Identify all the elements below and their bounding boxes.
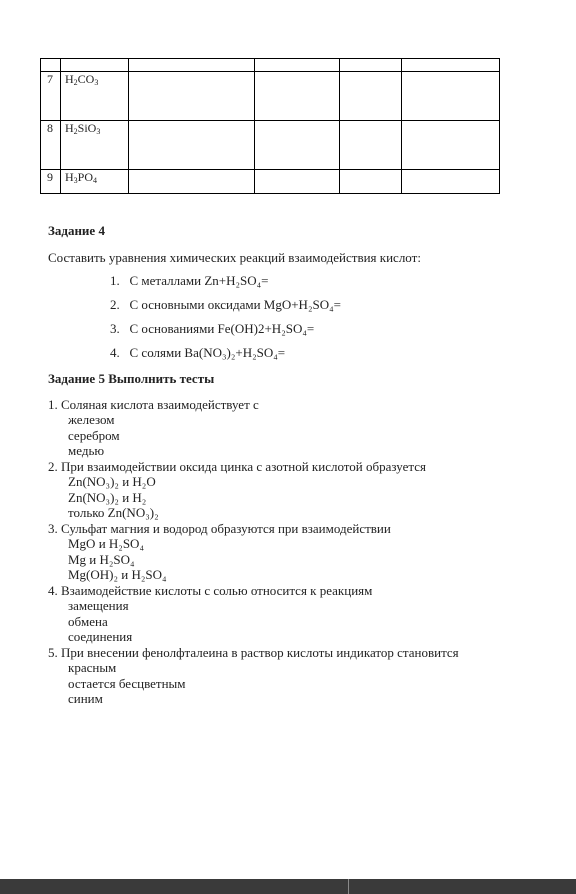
question-1: 1. Соляная кислота взаимодействует с	[48, 397, 259, 412]
option: MgO и H₂SO₄	[68, 536, 144, 551]
option: Zn(NO₃)₂ и H₂	[68, 490, 147, 505]
option: серебром	[68, 428, 120, 443]
task4-item: 3. С основаниями Fe(OH)2+H₂SO₄=	[110, 321, 315, 336]
bottom-toolbar	[0, 879, 576, 894]
task4-item: 4. С солями Ba(NO₃)₂+H₂SO₄=	[110, 345, 286, 360]
toolbar-divider	[348, 879, 349, 894]
task4-item: 2. С основными оксидами MgO+H₂SO₄=	[110, 297, 341, 312]
option: красным	[68, 660, 117, 675]
row-number: 9	[41, 170, 61, 194]
table-row	[41, 170, 500, 194]
task5-title: Задание 5 Выполнить тесты	[48, 371, 215, 386]
question-4: 4. Взаимодействие кислоты с солью относится к реакциям	[48, 583, 373, 598]
task4-item: 1. С металлами Zn+H₂SO₄=	[110, 273, 269, 288]
task4-instruction: Составить уравнения химических реакций взаимодействия кислот:	[48, 250, 421, 265]
row-number: 7	[41, 72, 61, 121]
row-number: 8	[41, 121, 61, 170]
option: обмена	[68, 614, 108, 629]
option: Mg и H₂SO₄	[68, 552, 135, 567]
table-row	[41, 121, 500, 170]
option: медью	[68, 443, 105, 458]
option: замещения	[68, 598, 129, 613]
acids-table	[40, 58, 500, 194]
acid-formula: $H_3PO_4$	[61, 170, 129, 194]
table-header-row	[41, 59, 500, 72]
option: остается бесцветным	[68, 676, 186, 691]
option: железом	[68, 412, 115, 427]
question-2: 2. При взаимодействии оксида цинка с азотной кислотой образуется	[48, 459, 426, 474]
question-3: 3. Сульфат магния и водород образуются при взаимодействии	[48, 521, 391, 536]
option: Mg(OH)₂ и H₂SO₄	[68, 567, 167, 582]
option: синим	[68, 691, 103, 706]
table-row	[41, 72, 500, 121]
acid-formula: $H_2SiO_3$	[61, 121, 129, 170]
option: только Zn(NO₃)₂	[68, 505, 159, 520]
option: Zn(NO₃)₂ и H₂O	[68, 474, 156, 489]
acid-formula: $H_2CO_3$	[61, 72, 129, 121]
option: соединения	[68, 629, 133, 644]
task4-title: Задание 4	[48, 223, 105, 238]
question-5: 5. При внесении фенолфталеина в раствор кислоты индикатор становится	[48, 645, 459, 660]
